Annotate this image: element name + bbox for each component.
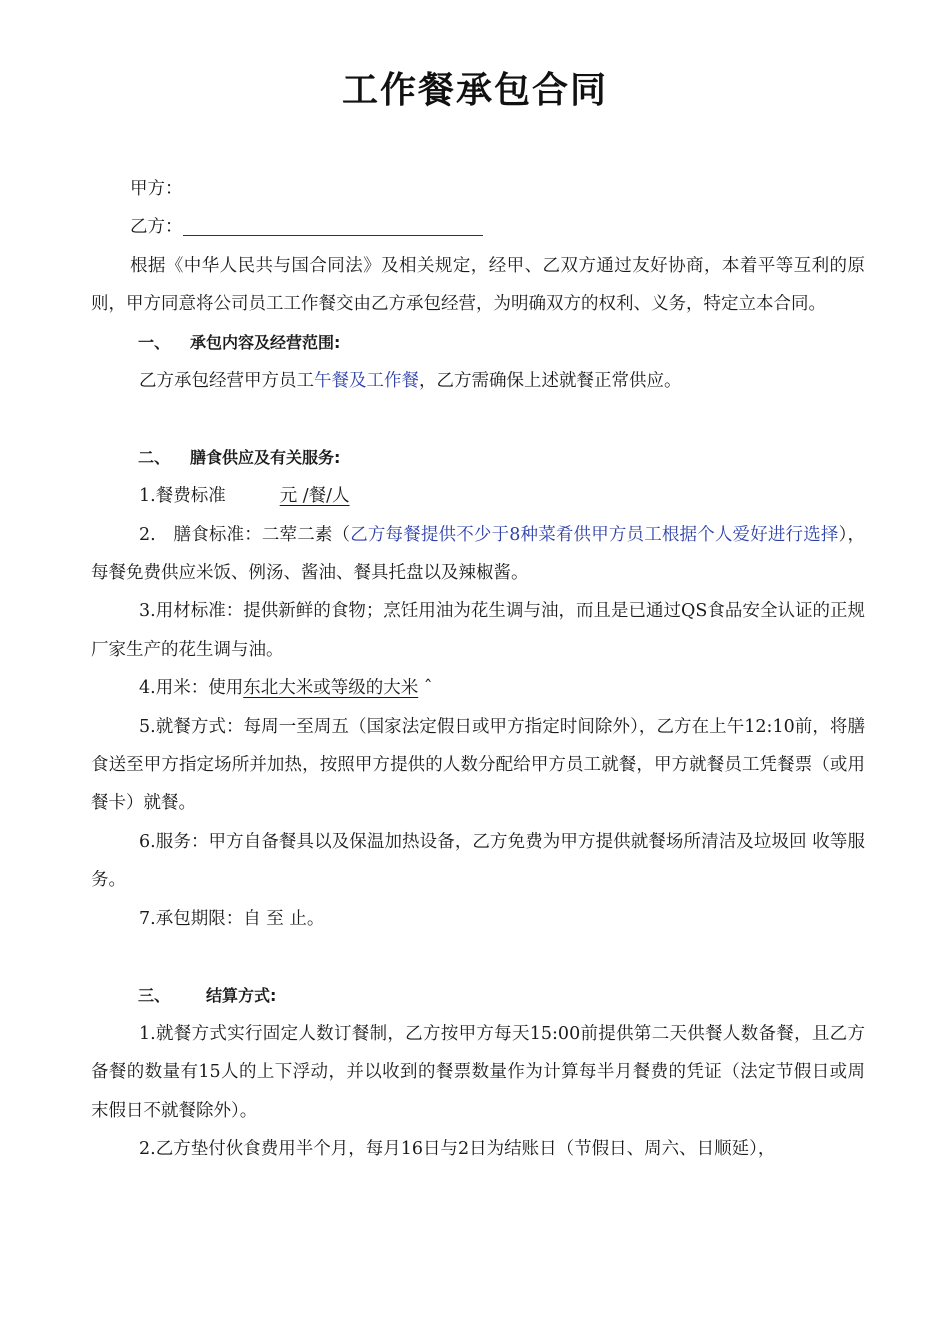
section-2-item-2 — [91, 516, 865, 593]
document-title: 工作餐承包合同 — [341, 70, 608, 111]
section-1-heading — [91, 324, 865, 362]
rice-field: 东北大米或等级的大米 — [243, 678, 419, 699]
text-run: 乙方承包经营甲方员工 — [139, 371, 314, 392]
document-body — [91, 170, 865, 1169]
section-1-paragraph — [91, 362, 865, 400]
party-b-label: 乙方： — [130, 217, 183, 238]
spacer — [91, 400, 865, 438]
party-a-label: 甲方： — [130, 179, 183, 199]
section-3-item-2: 2.乙方垫付伙食费用半个月，每月16日与2日为结账日（节假日、周六、日顺延）， — [139, 1139, 776, 1160]
party-b-blank-field — [183, 213, 483, 236]
meal-fee-field: 元 /餐/人 — [279, 486, 350, 507]
party-a-line — [91, 170, 865, 208]
section-2-item-1 — [91, 477, 865, 515]
section-2-item-4 — [91, 669, 865, 707]
section-3-item-1: 1.就餐方式实行固定人数订餐制，乙方按甲方每天15:00前提供第二天供餐人数备餐，且乙方备餐的数量有15人的上下浮动，并以收到的餐票数量作为计算每半月餐费的凭证（法定节假日或周末假日不就餐除外）。 — [91, 1023, 865, 1121]
section-1-number: 一、 — [138, 332, 171, 352]
section-3-title: 结算方式: — [206, 985, 277, 1005]
highlight-text: 午餐及工作餐 — [314, 371, 419, 392]
section-3-number: 三、 — [138, 985, 171, 1005]
text-run: ˆ — [423, 678, 433, 699]
party-b-line — [91, 208, 865, 246]
spacer — [91, 938, 865, 976]
text-run: 4.用米：使用 — [139, 678, 244, 699]
section-2-title: 膳食供应及有关服务: — [190, 447, 341, 467]
highlight-text: 乙方每餐提供不少于8种菜肴供甲方员工根据个人爱好进行选择 — [350, 524, 839, 545]
section-1-title: 承包内容及经营范围: — [190, 332, 341, 352]
section-2-item-3: 3.用材标准：提供新鲜的食物；烹饪用油为花生调与油，而且是已通过QS食品安全认证的正规厂家生产的花生调与油。 — [91, 601, 865, 660]
intro-paragraph: 根据《中华人民共与国合同法》及相关规定，经甲、乙双方通过友好协商，本着平等互利的原则，甲方同意将公司员工工作餐交由乙方承包经营，为明确双方的权利、义务，特定立本合同。 — [91, 255, 865, 315]
section-2-item-7: 7.承包期限：自 至 止。 — [139, 908, 325, 929]
text-run: ），每餐免费供应米饭、例汤、酱油、餐具托盘以及辣椒酱。 — [91, 524, 865, 584]
section-2-number: 二、 — [138, 447, 171, 467]
section-2-heading — [91, 439, 865, 477]
text-run: ，乙方需确保上述就餐正常供应。 — [419, 371, 682, 392]
section-2-item-5: 5.就餐方式：每周一至周五（国家法定假日或甲方指定时间除外），乙方在上午12:10前，将膳食送至甲方指定场所并加热，按照甲方提供的人数分配给甲方员工就餐，甲方就餐员工凭餐票（或用餐卡）就餐。 — [91, 716, 865, 814]
text-run: 2. 膳食标准：二荤二素（ — [139, 524, 351, 545]
text-run: 1.餐费标准 — [139, 486, 226, 507]
section-3-heading — [91, 977, 865, 1015]
section-2-item-6: 6.服务：甲方自备餐具以及保温加热设备，乙方免费为甲方提供就餐场所清洁及垃圾回 收等服务。 — [91, 831, 865, 891]
